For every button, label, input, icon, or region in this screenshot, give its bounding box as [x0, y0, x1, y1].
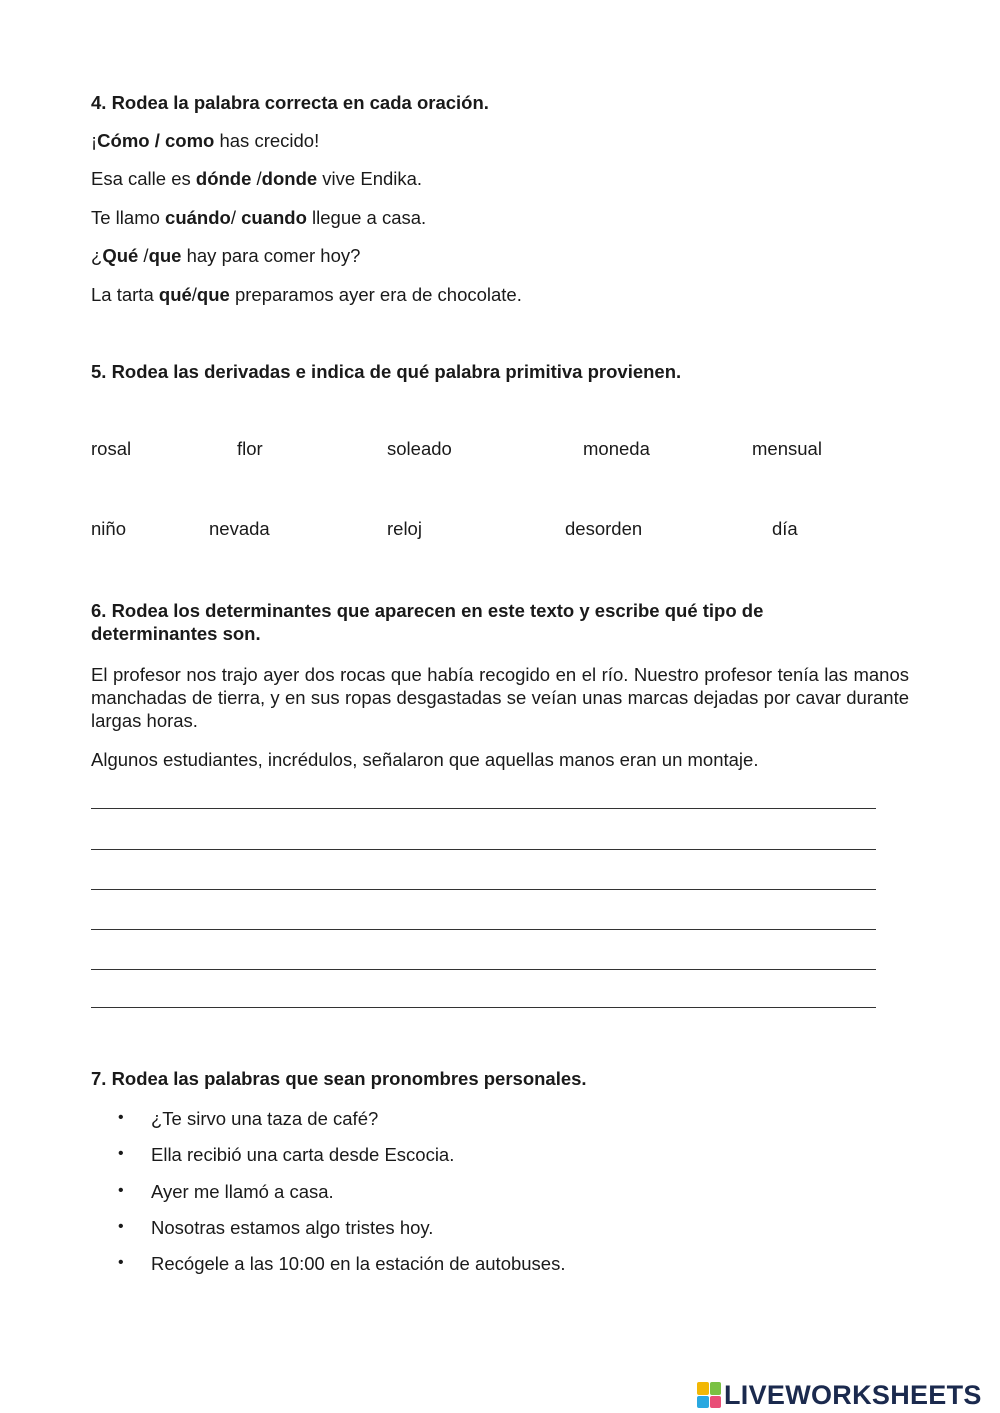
list-item-4[interactable]: Nosotras estamos algo tristes hoy. [151, 1217, 434, 1238]
choice-cuando-accent[interactable]: cuándo [165, 207, 231, 228]
word-reloj[interactable]: reloj [387, 518, 422, 539]
bullet-icon: • [118, 1182, 124, 1199]
word-flor[interactable]: flor [237, 438, 263, 459]
logo-square-blue [697, 1396, 709, 1409]
sentence-4: ¿Qué /que hay para comer hoy? [91, 245, 361, 266]
list-item-1[interactable]: ¿Te sirvo una taza de café? [151, 1108, 379, 1129]
answer-line-6[interactable] [91, 1007, 876, 1008]
sentence-3: Te llamo cuándo/ cuando llegue a casa. [91, 207, 427, 228]
answer-line-4[interactable] [91, 929, 876, 930]
word-rosal[interactable]: rosal [91, 438, 132, 459]
list-item-2[interactable]: Ella recibió una carta desde Escocia. [151, 1144, 455, 1165]
bullet-icon: • [118, 1254, 124, 1271]
sentence-5: La tarta qué/que preparamos ayer era de chocolate. [91, 284, 522, 305]
logo-square-yellow [697, 1382, 709, 1395]
choice-que-accent-2[interactable]: qué [158, 284, 192, 305]
choice-que-2[interactable]: que [196, 284, 230, 305]
word-mensual[interactable]: mensual [752, 438, 822, 459]
section6-paragraph-1: El profesor nos trajo ayer dos rocas que había recogido en el río. Nuestro profesor tenía las manos manchadas de tierra, y en sus ropas desgastadas se veían unas marcas dejadas por cavar durante largas horas. [91, 664, 909, 731]
logo-square-pink [710, 1396, 722, 1409]
section4-heading: 4. Rodea la palabra correcta en cada oración. [91, 92, 489, 113]
word-desorden[interactable]: desorden [565, 518, 643, 539]
sentence-2: Esa calle es dónde /donde vive Endika. [91, 168, 423, 189]
logo-text: LIVEWORKSHEETS [724, 1379, 982, 1410]
answer-line-5[interactable] [91, 969, 876, 970]
bullet-icon: • [118, 1109, 124, 1126]
answer-line-1[interactable] [91, 808, 876, 809]
list-item-3[interactable]: Ayer me llamó a casa. [151, 1181, 334, 1202]
answer-line-3[interactable] [91, 889, 876, 890]
choice-que[interactable]: que [148, 245, 182, 266]
answer-line-2[interactable] [91, 849, 876, 850]
choice-cuando[interactable]: cuando [241, 207, 307, 228]
word-moneda[interactable]: moneda [583, 438, 650, 459]
section6-heading-line2: determinantes son. [91, 623, 261, 644]
liveworksheets-mark-icon [697, 1382, 721, 1408]
word-dia[interactable]: día [772, 518, 798, 539]
section6-heading-line1: 6. Rodea los determinantes que aparecen en este texto y escribe qué tipo de [91, 600, 764, 621]
word-nevada[interactable]: nevada [209, 518, 270, 539]
logo-square-green [710, 1382, 722, 1395]
bullet-icon: • [118, 1145, 124, 1162]
sentence-1: ¡Cómo / como has crecido! [91, 130, 320, 151]
liveworksheets-logo [697, 1378, 982, 1412]
bullet-icon: • [118, 1218, 124, 1235]
choice-donde[interactable]: donde [261, 168, 318, 189]
word-soleado[interactable]: soleado [387, 438, 452, 459]
choice-que-accent[interactable]: Qué [102, 245, 139, 266]
word-nino[interactable]: niño [91, 518, 126, 539]
section6-paragraph-2: Algunos estudiantes, incrédulos, señalaron que aquellas manos eran un montaje. [91, 749, 759, 770]
section5-heading: 5. Rodea las derivadas e indica de qué palabra primitiva provienen. [91, 361, 682, 382]
list-item-5[interactable]: Recógele a las 10:00 en la estación de autobuses. [151, 1253, 566, 1274]
choice-como[interactable]: Cómo / como [97, 130, 215, 151]
choice-donde-accent[interactable]: dónde [195, 168, 252, 189]
section7-heading: 7. Rodea las palabras que sean pronombres personales. [91, 1068, 587, 1089]
